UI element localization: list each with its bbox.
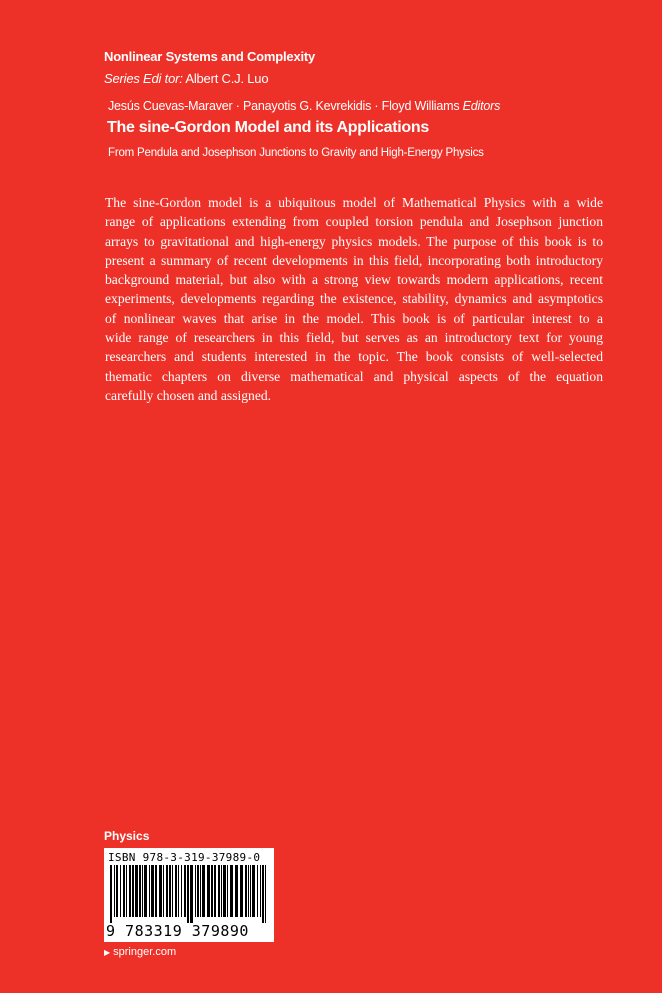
series-editor <box>104 71 268 86</box>
publisher-link[interactable] <box>104 946 176 958</box>
editors-role: Editors <box>462 99 501 113</box>
series-editor-label: Series Edi tor: <box>104 71 183 86</box>
description-line: thematic chapters on diverse mathematical and physical aspects of the equation <box>105 368 603 384</box>
description-line: arrays to gravitational and high-energy physics models. The purpose of this book is to <box>105 233 603 249</box>
description-line: present a summary of recent developments in this field, incorporating both introductory <box>105 252 603 268</box>
barcode-digits: 9 783319 379890 <box>106 922 249 940</box>
book-title: The sine-Gordon Model and its Applications <box>107 119 429 136</box>
series-editor-name: Albert C.J. Luo <box>185 71 269 86</box>
arrow-right-icon: ▶ <box>104 948 111 957</box>
description-line: researchers and students interested in the topic. The book consists of well-selected <box>105 349 603 365</box>
description-line: carefully chosen and assigned. <box>105 387 272 403</box>
barcode-icon <box>110 865 268 923</box>
description-line: of nonlinear waves that arise in the model. This book is of particular interest to a <box>105 310 603 326</box>
publisher-url: springer.com <box>113 946 177 958</box>
book-description <box>105 193 603 405</box>
isbn-barcode <box>104 848 274 942</box>
book-editors <box>108 99 500 113</box>
isbn-label: ISBN 978-3-319-37989-0 <box>108 851 261 864</box>
description-line: The sine-Gordon model is a ubiquitous model of Mathematical Physics with a wide <box>105 195 603 210</box>
book-subtitle: From Pendula and Josephson Junctions to Gravity and High-Energy Physics <box>108 147 484 159</box>
description-line: experiments, developments regarding the existence, stability, dynamics and asymptotics <box>105 291 603 307</box>
description-line: wide range of researchers in this field, but serves as an introductory text for young <box>105 330 603 346</box>
editor-names: Jesús Cuevas-Maraver · Panayotis G. Kevrekidis · Floyd Williams <box>108 99 460 113</box>
description-line: background material, but also with a strong view towards modern applications, recent <box>105 272 603 288</box>
subject-category: Physics <box>104 829 150 843</box>
description-line: range of applications extending from coupled torsion pendula and Josephson junction <box>105 214 603 230</box>
series-title: Nonlinear Systems and Complexity <box>104 49 316 64</box>
